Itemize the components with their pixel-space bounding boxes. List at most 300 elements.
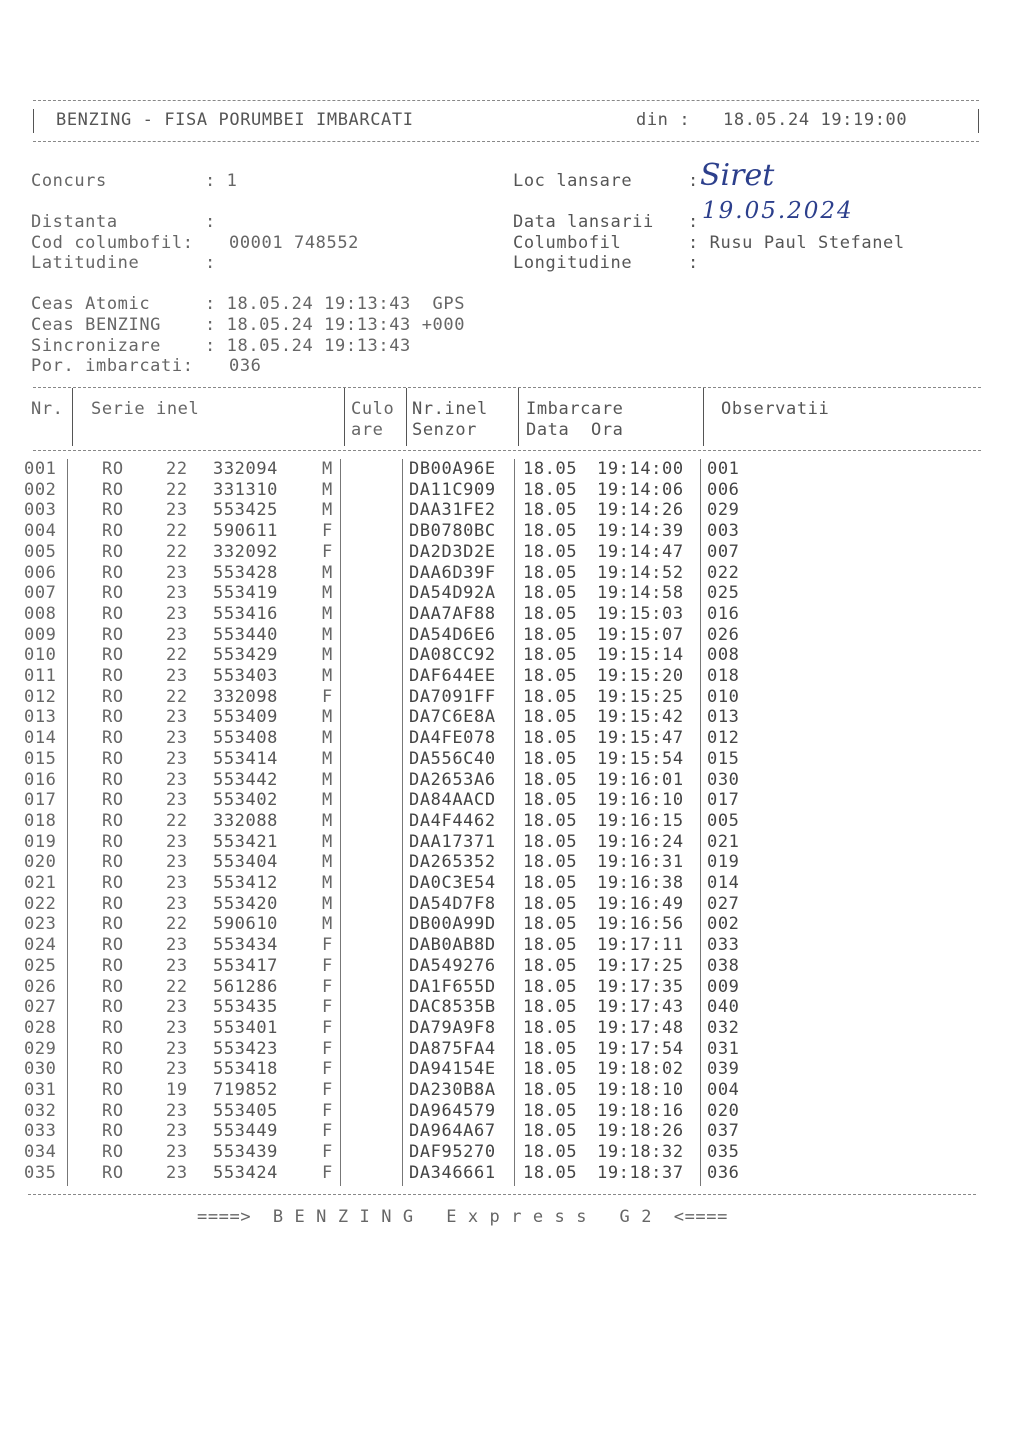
ring-country: RO [102, 707, 124, 728]
boarding-date: 18.05 [523, 686, 578, 707]
boarding-date: 18.05 [523, 1100, 578, 1121]
pigeon-sex: F [322, 1142, 333, 1163]
pigeon-sex: M [322, 624, 333, 645]
observation: 025 [707, 583, 740, 604]
col-header-nrinel-line2: Senzor [412, 420, 478, 440]
por-imbarcati-label: Por. imbarcati: [31, 356, 194, 376]
longitudine-value: : [688, 253, 699, 273]
ring-country: RO [102, 459, 124, 479]
pigeon-sex: F [322, 1017, 333, 1038]
footer-device-banner: ====> B E N Z I N G E x p r e s s G 2 <==== [197, 1207, 728, 1227]
ring-number: 553421 [213, 831, 279, 852]
observation: 038 [707, 955, 740, 976]
ring-number: 332098 [213, 686, 279, 707]
observation: 019 [707, 852, 740, 873]
row-number: 012 [24, 686, 57, 707]
ring-number: 332092 [213, 541, 279, 562]
ceas-benzing-label: Ceas BENZING [31, 315, 162, 335]
ring-country: RO [102, 1100, 124, 1121]
observation: 007 [707, 541, 740, 562]
ring-number: 553428 [213, 562, 279, 583]
row-number: 034 [24, 1142, 57, 1163]
row-number: 009 [24, 624, 57, 645]
ring-year: 23 [166, 955, 188, 976]
row-number: 006 [24, 562, 57, 583]
table-row [0, 770, 1000, 791]
sensor-id: DA964579 [409, 1100, 496, 1121]
ring-year: 23 [166, 562, 188, 583]
ring-year: 23 [166, 500, 188, 521]
row-number: 028 [24, 1017, 57, 1038]
table-row [0, 666, 1000, 687]
boarding-time: 19:14:39 [597, 521, 684, 542]
ring-country: RO [102, 1142, 124, 1163]
table-row [0, 1059, 1000, 1080]
pigeon-sex: M [322, 603, 333, 624]
ring-number: 553412 [213, 873, 279, 893]
ring-country: RO [102, 976, 124, 997]
row-number: 031 [24, 1080, 57, 1100]
ring-year: 22 [166, 521, 188, 542]
col-header-culoare-line2: are [351, 420, 384, 440]
ring-number: 332094 [213, 459, 279, 479]
table-row [0, 749, 1000, 770]
sensor-id: DA84AACD [409, 790, 496, 811]
observation: 009 [707, 976, 740, 997]
ring-year: 22 [166, 459, 188, 479]
ring-year: 22 [166, 686, 188, 707]
boarding-time: 19:15:14 [597, 645, 684, 666]
ring-year: 23 [166, 1038, 188, 1059]
boarding-time: 19:15:47 [597, 728, 684, 749]
row-number: 011 [24, 666, 57, 686]
table-row [0, 935, 1000, 956]
ring-year: 22 [166, 541, 188, 562]
boarding-date: 18.05 [523, 1059, 578, 1080]
boarding-time: 19:17:25 [597, 955, 684, 976]
table-row [0, 914, 1000, 935]
pigeon-sex: M [322, 459, 333, 479]
cod-columbofil-value: 00001 748552 [229, 233, 360, 253]
observation: 013 [707, 707, 740, 728]
table-row [0, 1101, 1000, 1122]
col-header-imbarcare-line2: Data Ora [526, 420, 624, 440]
table-row [0, 852, 1000, 873]
boarding-date: 18.05 [523, 562, 578, 583]
observation: 031 [707, 1038, 740, 1059]
observation: 015 [707, 748, 740, 769]
boarding-time: 19:18:32 [597, 1142, 684, 1163]
sensor-id: DAF644EE [409, 666, 496, 686]
ring-year: 22 [166, 810, 188, 831]
sensor-id: DB0780BC [409, 521, 496, 542]
ring-country: RO [102, 852, 124, 873]
pigeon-sex: M [322, 831, 333, 852]
observation: 016 [707, 603, 740, 624]
boarding-time: 19:15:54 [597, 748, 684, 769]
pigeon-sex: F [322, 1059, 333, 1080]
observation: 040 [707, 997, 740, 1018]
observation: 022 [707, 562, 740, 583]
pigeon-sex: F [322, 997, 333, 1018]
pigeon-sex: M [322, 645, 333, 666]
boarding-date: 18.05 [523, 603, 578, 624]
ring-number: 553439 [213, 1142, 279, 1163]
columbofil-label: Columbofil [513, 233, 622, 253]
table-row [0, 1018, 1000, 1039]
report-date-value: 18.05.24 19:19:00 [723, 110, 908, 130]
row-number: 033 [24, 1121, 57, 1142]
boarding-time: 19:15:20 [597, 666, 684, 686]
row-number: 035 [24, 1162, 57, 1183]
table-header-rule [33, 450, 981, 451]
ring-year: 19 [166, 1080, 188, 1100]
boarding-time: 19:18:26 [597, 1121, 684, 1142]
row-number: 008 [24, 603, 57, 624]
ring-number: 553424 [213, 1162, 279, 1183]
pigeon-sex: M [322, 562, 333, 583]
observation: 020 [707, 1100, 740, 1121]
ring-year: 23 [166, 707, 188, 728]
ring-country: RO [102, 686, 124, 707]
boarding-date: 18.05 [523, 852, 578, 873]
sensor-id: DA08CC92 [409, 645, 496, 666]
ring-country: RO [102, 479, 124, 500]
ring-number: 553440 [213, 624, 279, 645]
observation: 018 [707, 666, 740, 686]
row-number: 019 [24, 831, 57, 852]
row-number: 021 [24, 873, 57, 893]
pigeon-sex: M [322, 893, 333, 914]
row-number: 016 [24, 769, 57, 790]
ring-country: RO [102, 769, 124, 790]
ring-number: 590611 [213, 521, 279, 542]
pigeon-sex: M [322, 500, 333, 521]
observation: 036 [707, 1162, 740, 1183]
boarding-time: 19:16:01 [597, 769, 684, 790]
boarding-time: 19:16:49 [597, 893, 684, 914]
boarding-date: 18.05 [523, 728, 578, 749]
row-number: 030 [24, 1059, 57, 1080]
ring-year: 23 [166, 728, 188, 749]
boarding-time: 19:15:03 [597, 603, 684, 624]
boarding-time: 19:16:10 [597, 790, 684, 811]
sensor-id: DA265352 [409, 852, 496, 873]
table-row [0, 625, 1000, 646]
boarding-time: 19:16:31 [597, 852, 684, 873]
pigeon-sex: M [322, 728, 333, 749]
sincronizare-label: Sincronizare [31, 336, 162, 356]
ring-year: 23 [166, 873, 188, 893]
observation: 035 [707, 1142, 740, 1163]
data-lansarii-handwritten: 19.05.2024 [702, 198, 854, 224]
ring-year: 23 [166, 769, 188, 790]
boarding-date: 18.05 [523, 1142, 578, 1163]
observation: 008 [707, 645, 740, 666]
table-row [0, 1080, 1000, 1101]
ring-year: 23 [166, 1142, 188, 1163]
boarding-date: 18.05 [523, 707, 578, 728]
ring-year: 23 [166, 1121, 188, 1142]
boarding-date: 18.05 [523, 955, 578, 976]
ring-year: 23 [166, 666, 188, 686]
ring-country: RO [102, 583, 124, 604]
boarding-date: 18.05 [523, 624, 578, 645]
observation: 037 [707, 1121, 740, 1142]
ring-number: 553418 [213, 1059, 279, 1080]
table-row [0, 500, 1000, 521]
boarding-time: 19:15:07 [597, 624, 684, 645]
ring-country: RO [102, 914, 124, 935]
ring-number: 553403 [213, 666, 279, 686]
table-row [0, 811, 1000, 832]
boarding-date: 18.05 [523, 479, 578, 500]
sensor-id: DA875FA4 [409, 1038, 496, 1059]
pigeon-sex: M [322, 748, 333, 769]
observation: 014 [707, 873, 740, 893]
boarding-date: 18.05 [523, 1017, 578, 1038]
observation: 026 [707, 624, 740, 645]
pigeon-sex: F [322, 521, 333, 542]
row-number: 020 [24, 852, 57, 873]
pigeon-sex: M [322, 707, 333, 728]
header-divider-senzor [518, 388, 519, 446]
ring-number: 553408 [213, 728, 279, 749]
ring-country: RO [102, 1059, 124, 1080]
header-divider-culoare [406, 388, 407, 446]
ring-country: RO [102, 603, 124, 624]
ring-country: RO [102, 790, 124, 811]
boarding-time: 19:17:35 [597, 976, 684, 997]
sensor-id: DA79A9F8 [409, 1017, 496, 1038]
table-row [0, 1142, 1000, 1163]
observation: 027 [707, 893, 740, 914]
row-number: 032 [24, 1100, 57, 1121]
boarding-date: 18.05 [523, 873, 578, 893]
row-number: 003 [24, 500, 57, 521]
ring-number: 553442 [213, 769, 279, 790]
cod-columbofil-label: Cod columbofil: [31, 233, 194, 253]
table-row [0, 687, 1000, 708]
boarding-time: 19:16:56 [597, 914, 684, 935]
sensor-id: DA346661 [409, 1162, 496, 1183]
col-header-serie-inel: Serie inel [91, 399, 200, 419]
ceas-atomic-label: Ceas Atomic [31, 294, 151, 314]
ring-country: RO [102, 1017, 124, 1038]
observation: 021 [707, 831, 740, 852]
pigeon-sex: M [322, 810, 333, 831]
boarding-date: 18.05 [523, 976, 578, 997]
pigeon-sex: M [322, 873, 333, 893]
ring-country: RO [102, 873, 124, 893]
row-number: 013 [24, 707, 57, 728]
ring-year: 22 [166, 914, 188, 935]
boarding-date: 18.05 [523, 790, 578, 811]
sensor-id: DB00A96E [409, 459, 496, 479]
ring-number: 553434 [213, 935, 279, 956]
boarding-date: 18.05 [523, 459, 578, 479]
concurs-value: : 1 [205, 171, 238, 191]
boarding-time: 19:17:43 [597, 997, 684, 1018]
boarding-date: 18.05 [523, 583, 578, 604]
sensor-id: DAA7AF88 [409, 603, 496, 624]
sensor-id: DAA17371 [409, 831, 496, 852]
row-number: 027 [24, 997, 57, 1018]
boarding-time: 19:16:38 [597, 873, 684, 893]
table-row [0, 480, 1000, 501]
ring-country: RO [102, 1038, 124, 1059]
ring-year: 22 [166, 645, 188, 666]
table-row [0, 956, 1000, 977]
pigeon-sex: F [322, 955, 333, 976]
table-bottom-rule [28, 1194, 976, 1195]
ring-country: RO [102, 562, 124, 583]
ring-number: 553414 [213, 748, 279, 769]
ring-country: RO [102, 748, 124, 769]
sensor-id: DA549276 [409, 955, 496, 976]
table-row [0, 542, 1000, 563]
observation: 039 [707, 1059, 740, 1080]
boarding-date: 18.05 [523, 935, 578, 956]
ring-number: 553419 [213, 583, 279, 604]
sensor-id: DAC8535B [409, 997, 496, 1018]
latitudine-value: : [205, 253, 216, 273]
table-row [0, 1039, 1000, 1060]
row-number: 023 [24, 914, 57, 935]
boarding-time: 19:14:58 [597, 583, 684, 604]
table-row [0, 563, 1000, 584]
boarding-time: 19:17:48 [597, 1017, 684, 1038]
ring-number: 590610 [213, 914, 279, 935]
table-row [0, 977, 1000, 998]
boarding-time: 19:14:06 [597, 479, 684, 500]
row-number: 026 [24, 976, 57, 997]
boarding-time: 19:17:11 [597, 935, 684, 956]
sensor-id: DA11C909 [409, 479, 496, 500]
boarding-time: 19:14:00 [597, 459, 684, 479]
ring-number: 553425 [213, 500, 279, 521]
table-row [0, 997, 1000, 1018]
observation: 012 [707, 728, 740, 749]
row-number: 002 [24, 479, 57, 500]
table-row [0, 459, 1000, 480]
ring-year: 22 [166, 976, 188, 997]
ring-year: 23 [166, 790, 188, 811]
por-imbarcati-value: 036 [229, 356, 262, 376]
distanta-label: Distanta [31, 212, 118, 232]
col-header-culoare-line1: Culo [351, 399, 395, 419]
table-row [0, 728, 1000, 749]
ceas-benzing-value: : 18.05.24 19:13:43 +000 [205, 315, 466, 335]
boarding-time: 19:14:52 [597, 562, 684, 583]
ring-year: 23 [166, 935, 188, 956]
boarding-date: 18.05 [523, 748, 578, 769]
longitudine-label: Longitudine [513, 253, 633, 273]
row-number: 014 [24, 728, 57, 749]
observation: 033 [707, 935, 740, 956]
pigeon-sex: F [322, 686, 333, 707]
boarding-date: 18.05 [523, 645, 578, 666]
observation: 030 [707, 769, 740, 790]
observation: 005 [707, 810, 740, 831]
sensor-id: DAA6D39F [409, 562, 496, 583]
sensor-id: DAB0AB8D [409, 935, 496, 956]
pigeon-sex: F [322, 935, 333, 956]
title-box-left-border [33, 109, 34, 133]
ring-year: 23 [166, 624, 188, 645]
loc-lansare-handwritten: Siret [700, 158, 775, 193]
boarding-date: 18.05 [523, 1162, 578, 1183]
boarding-time: 19:18:10 [597, 1080, 684, 1100]
boarding-date: 18.05 [523, 997, 578, 1018]
pigeon-sex: F [322, 976, 333, 997]
ring-number: 553404 [213, 852, 279, 873]
pigeon-sex: M [322, 479, 333, 500]
table-row [0, 1121, 1000, 1142]
col-header-imbarcare-line1: Imbarcare [526, 399, 624, 419]
sensor-id: DA4FE078 [409, 728, 496, 749]
row-number: 001 [24, 459, 57, 479]
row-number: 017 [24, 790, 57, 811]
ring-country: RO [102, 728, 124, 749]
observation: 004 [707, 1080, 740, 1100]
sensor-id: DA54D92A [409, 583, 496, 604]
sensor-id: DA2653A6 [409, 769, 496, 790]
boarding-time: 19:18:02 [597, 1059, 684, 1080]
loc-lansare-label: Loc lansare [513, 171, 633, 191]
observation: 006 [707, 479, 740, 500]
table-row [0, 894, 1000, 915]
sensor-id: DA7091FF [409, 686, 496, 707]
ring-year: 23 [166, 1100, 188, 1121]
observation: 029 [707, 500, 740, 521]
ring-number: 553420 [213, 893, 279, 914]
ring-country: RO [102, 893, 124, 914]
observation: 017 [707, 790, 740, 811]
boarding-date: 18.05 [523, 831, 578, 852]
sensor-id: DA54D7F8 [409, 893, 496, 914]
ring-year: 23 [166, 1059, 188, 1080]
sensor-id: DA7C6E8A [409, 707, 496, 728]
row-number: 022 [24, 893, 57, 914]
sincronizare-value: : 18.05.24 19:13:43 [205, 336, 411, 356]
ring-year: 23 [166, 583, 188, 604]
pigeon-sex: F [322, 1080, 333, 1100]
ring-country: RO [102, 624, 124, 645]
sensor-id: DA964A67 [409, 1121, 496, 1142]
pigeon-sex: M [322, 852, 333, 873]
ring-country: RO [102, 1121, 124, 1142]
ring-number: 553429 [213, 645, 279, 666]
row-number: 024 [24, 935, 57, 956]
table-row [0, 1163, 1000, 1184]
table-row [0, 521, 1000, 542]
pigeon-sex: F [322, 1121, 333, 1142]
header-divider-imbarcare [703, 388, 704, 446]
boarding-date: 18.05 [523, 1038, 578, 1059]
ring-country: RO [102, 666, 124, 686]
ring-country: RO [102, 500, 124, 521]
sensor-id: DAF95270 [409, 1142, 496, 1163]
data-lansarii-label: Data lansarii [513, 212, 654, 232]
table-row [0, 707, 1000, 728]
ring-year: 23 [166, 893, 188, 914]
boarding-date: 18.05 [523, 521, 578, 542]
boarding-time: 19:17:54 [597, 1038, 684, 1059]
row-number: 018 [24, 810, 57, 831]
ring-year: 23 [166, 997, 188, 1018]
row-number: 004 [24, 521, 57, 542]
